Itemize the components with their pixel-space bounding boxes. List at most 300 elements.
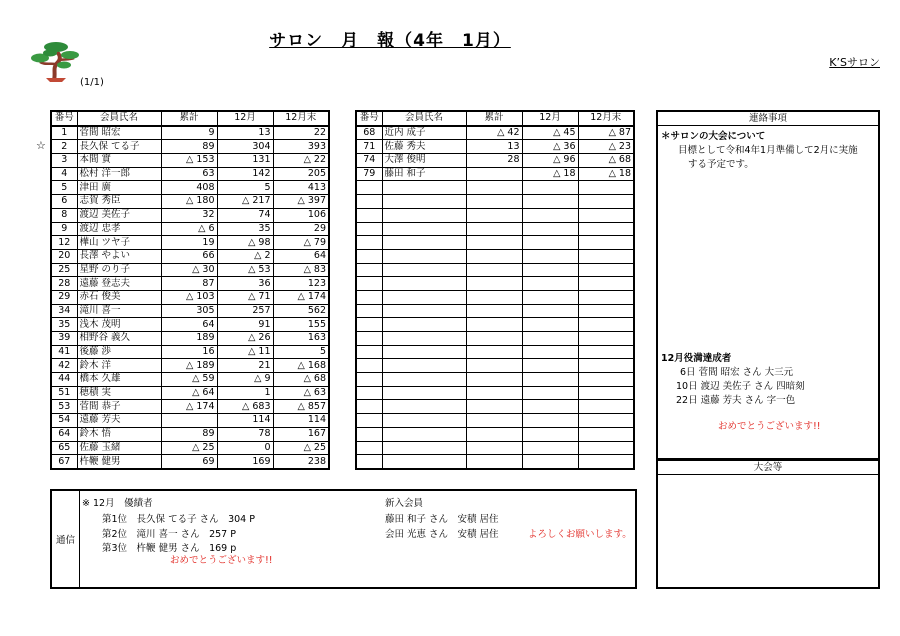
december-score [522, 195, 578, 209]
member-name: 遠藤 芳夫 [77, 414, 161, 428]
cumulative-score: 32 [161, 208, 217, 222]
december-score: △ 18 [522, 167, 578, 181]
member-number: 64 [51, 427, 77, 441]
member-name: 遠藤 登志夫 [77, 277, 161, 291]
col-header-total: 累計 [466, 111, 522, 126]
december-end-score [578, 249, 634, 263]
december-score: 35 [217, 222, 273, 236]
member-name: 浅木 茂明 [77, 318, 161, 332]
december-end-score: △ 25 [273, 441, 329, 455]
table-row [51, 386, 329, 400]
cumulative-score: △ 64 [161, 386, 217, 400]
table-row [356, 249, 634, 263]
december-score [522, 455, 578, 469]
december-end-score [578, 277, 634, 291]
member-number: 44 [51, 373, 77, 387]
december-end-score: 123 [273, 277, 329, 291]
member-number [356, 181, 382, 195]
cumulative-score: 63 [161, 167, 217, 181]
notice-line-2: する予定です。 [688, 159, 754, 170]
cumulative-score [466, 427, 522, 441]
member-number: 34 [51, 304, 77, 318]
cumulative-score: △ 59 [161, 373, 217, 387]
member-number: 4 [51, 167, 77, 181]
member-name [382, 181, 466, 195]
december-end-score [578, 414, 634, 428]
page-number: (1/1) [80, 77, 104, 88]
member-name: 佐藤 玉緒 [77, 441, 161, 455]
member-number [356, 455, 382, 469]
december-score [522, 263, 578, 277]
december-end-score: △ 18 [578, 167, 634, 181]
tournament-panel [656, 459, 880, 589]
member-number: 8 [51, 208, 77, 222]
table-row [356, 359, 634, 373]
welcome-message: よろしくお願いします。 [528, 529, 632, 540]
bonsai-tree-logo [30, 38, 80, 82]
member-number [356, 332, 382, 346]
cumulative-score: △ 189 [161, 359, 217, 373]
cumulative-score [161, 414, 217, 428]
report-title: サロン 月 報（4年 1月） [269, 31, 511, 51]
table-row [356, 126, 634, 140]
table-row [356, 208, 634, 222]
member-name [382, 400, 466, 414]
december-end-score [578, 400, 634, 414]
cumulative-score: △ 153 [161, 154, 217, 168]
member-number: 42 [51, 359, 77, 373]
table-row [51, 208, 329, 222]
member-name: 橋本 久雄 [77, 373, 161, 387]
cumulative-score: 189 [161, 332, 217, 346]
table-row [51, 222, 329, 236]
member-name: 杵鞭 健男 [77, 455, 161, 469]
december-score: △ 26 [217, 332, 273, 346]
member-number [356, 359, 382, 373]
december-end-score: △ 87 [578, 126, 634, 140]
yakuman-title: 12月役満達成者 [661, 353, 732, 364]
member-number: 51 [51, 386, 77, 400]
table-row [51, 332, 329, 346]
cumulative-score [466, 373, 522, 387]
cumulative-score: 9 [161, 126, 217, 140]
december-score [522, 386, 578, 400]
cumulative-score [466, 290, 522, 304]
table-row [356, 195, 634, 209]
december-end-score: 205 [273, 167, 329, 181]
cumulative-score [466, 332, 522, 346]
member-number [356, 441, 382, 455]
member-number [356, 236, 382, 250]
member-number [356, 304, 382, 318]
december-end-score: △ 23 [578, 140, 634, 154]
member-number: 65 [51, 441, 77, 455]
member-name: 菅間 恭子 [77, 400, 161, 414]
december-score: △ 9 [217, 373, 273, 387]
member-name: 鈴木 悟 [77, 427, 161, 441]
december-end-score: △ 79 [273, 236, 329, 250]
december-end-score: 64 [273, 249, 329, 263]
december-score: 0 [217, 441, 273, 455]
table-row [356, 181, 634, 195]
december-score [522, 373, 578, 387]
member-name: 本間 實 [77, 154, 161, 168]
december-score: 78 [217, 427, 273, 441]
table-row [356, 236, 634, 250]
member-name: 松村 洋一郎 [77, 167, 161, 181]
december-end-score: 106 [273, 208, 329, 222]
yakuman-congrats: おめでとうございます!! [718, 421, 821, 432]
december-end-score: △ 22 [273, 154, 329, 168]
table-row [356, 386, 634, 400]
cumulative-score [466, 249, 522, 263]
december-end-score: △ 68 [273, 373, 329, 387]
cumulative-score [466, 263, 522, 277]
yakuman-entry: 10日 渡辺 美佐子 さん 四暗刻 [676, 381, 805, 392]
table-row [51, 304, 329, 318]
december-score: 5 [217, 181, 273, 195]
member-name: 菅間 昭宏 [77, 126, 161, 140]
december-end-score [578, 290, 634, 304]
cumulative-score [466, 236, 522, 250]
table-row [356, 441, 634, 455]
cumulative-score: 28 [466, 154, 522, 168]
december-end-score [578, 181, 634, 195]
december-score: 114 [217, 414, 273, 428]
december-end-score: 562 [273, 304, 329, 318]
col-header-number: 番号 [51, 111, 77, 126]
member-name: 大澤 俊明 [382, 154, 466, 168]
table-row [51, 249, 329, 263]
december-score [522, 345, 578, 359]
table-row [51, 126, 329, 140]
member-number: 79 [356, 167, 382, 181]
member-name: 佐藤 秀夫 [382, 140, 466, 154]
december-score: △ 217 [217, 195, 273, 209]
member-number [356, 400, 382, 414]
december-score [522, 332, 578, 346]
cumulative-score: 89 [161, 140, 217, 154]
december-end-score [578, 222, 634, 236]
december-end-score [578, 441, 634, 455]
member-name: 星野 のり子 [77, 263, 161, 277]
member-number [356, 318, 382, 332]
cumulative-score [466, 359, 522, 373]
table-row [51, 359, 329, 373]
col-header-december-end: 12月末 [578, 111, 634, 126]
table-row [51, 414, 329, 428]
member-number: 1 [51, 126, 77, 140]
cumulative-score: △ 25 [161, 441, 217, 455]
table-row [51, 345, 329, 359]
member-name [382, 236, 466, 250]
december-score [522, 427, 578, 441]
star-mark: ☆ [36, 139, 46, 152]
cumulative-score: 87 [161, 277, 217, 291]
member-number: 53 [51, 400, 77, 414]
member-name [382, 195, 466, 209]
notice-line-1: 目標として令和4年1月準備して2月に実施 [678, 145, 858, 156]
december-score [522, 236, 578, 250]
cumulative-score: 64 [161, 318, 217, 332]
december-score [522, 222, 578, 236]
col-header-december-end: 12月末 [273, 111, 329, 126]
cumulative-score: 19 [161, 236, 217, 250]
member-number: 12 [51, 236, 77, 250]
member-table-left [50, 110, 330, 470]
member-name: 志賀 秀臣 [77, 195, 161, 209]
member-name: 穂積 実 [77, 386, 161, 400]
december-score [522, 208, 578, 222]
member-name: 津田 廣 [77, 181, 161, 195]
member-number: 28 [51, 277, 77, 291]
member-name [382, 414, 466, 428]
table-row [356, 277, 634, 291]
december-score: 257 [217, 304, 273, 318]
table-row [356, 455, 634, 469]
december-score: 131 [217, 154, 273, 168]
cumulative-score: 69 [161, 455, 217, 469]
december-score [522, 181, 578, 195]
december-end-score: 238 [273, 455, 329, 469]
member-number [356, 386, 382, 400]
member-number: 29 [51, 290, 77, 304]
member-number: 74 [356, 154, 382, 168]
communication-label: 通信 [52, 491, 80, 587]
december-score: △ 45 [522, 126, 578, 140]
table-row [51, 140, 329, 154]
member-number: 5 [51, 181, 77, 195]
member-name: 渡辺 美佐子 [77, 208, 161, 222]
member-number [356, 222, 382, 236]
member-name [382, 386, 466, 400]
member-number: 41 [51, 345, 77, 359]
table-row [356, 414, 634, 428]
cumulative-score: △ 180 [161, 195, 217, 209]
member-name [382, 290, 466, 304]
december-score [522, 359, 578, 373]
december-score: 13 [217, 126, 273, 140]
table-row [356, 332, 634, 346]
member-number [356, 414, 382, 428]
member-name [382, 208, 466, 222]
cumulative-score: 89 [161, 427, 217, 441]
december-end-score [578, 208, 634, 222]
december-end-score: 114 [273, 414, 329, 428]
notices-header: 連絡事項 [658, 112, 878, 126]
table-row [356, 318, 634, 332]
member-name: 後藤 渉 [77, 345, 161, 359]
yakuman-entry: 6日 菅間 昭宏 さん 大三元 [680, 367, 794, 378]
cumulative-score [466, 195, 522, 209]
col-header-name: 会員氏名 [382, 111, 466, 126]
december-end-score [578, 427, 634, 441]
cumulative-score: △ 103 [161, 290, 217, 304]
member-name: 長久保 てる子 [77, 140, 161, 154]
member-name [382, 263, 466, 277]
tournament-header: 大会等 [658, 461, 878, 475]
member-name [382, 455, 466, 469]
member-number: 6 [51, 195, 77, 209]
member-name: 相野谷 義久 [77, 332, 161, 346]
december-end-score: 5 [273, 345, 329, 359]
member-name: 近内 成子 [382, 126, 466, 140]
december-end-score [578, 304, 634, 318]
member-name [382, 277, 466, 291]
december-end-score [578, 373, 634, 387]
december-end-score [578, 386, 634, 400]
member-name: 赤石 俊美 [77, 290, 161, 304]
member-name [382, 373, 466, 387]
col-header-number: 番号 [356, 111, 382, 126]
december-score: △ 2 [217, 249, 273, 263]
member-number [356, 345, 382, 359]
december-end-score [578, 263, 634, 277]
member-number: 9 [51, 222, 77, 236]
table-row [51, 263, 329, 277]
december-score: △ 71 [217, 290, 273, 304]
table-row [51, 154, 329, 168]
top-scorers-title: ※ 12月 優績者 [82, 498, 153, 509]
table-row [51, 318, 329, 332]
table-row [51, 455, 329, 469]
table-row [356, 304, 634, 318]
member-name: 樺山 ツヤ子 [77, 236, 161, 250]
member-name [382, 359, 466, 373]
notices-panel [656, 110, 880, 460]
table-row [51, 400, 329, 414]
member-number: 54 [51, 414, 77, 428]
cumulative-score [466, 386, 522, 400]
december-score: △ 98 [217, 236, 273, 250]
december-end-score [578, 236, 634, 250]
table-row [356, 427, 634, 441]
table-row [51, 290, 329, 304]
cumulative-score [466, 277, 522, 291]
salon-name: K’Sサロン [829, 56, 880, 69]
table-row [356, 290, 634, 304]
december-score: 1 [217, 386, 273, 400]
december-score [522, 277, 578, 291]
col-header-total: 累計 [161, 111, 217, 126]
member-name [382, 304, 466, 318]
december-end-score [578, 345, 634, 359]
table-row [51, 441, 329, 455]
member-number [356, 427, 382, 441]
member-number [356, 195, 382, 209]
cumulative-score [466, 167, 522, 181]
cumulative-score [466, 181, 522, 195]
december-score: 304 [217, 140, 273, 154]
table-row [51, 277, 329, 291]
member-name: 鈴木 洋 [77, 359, 161, 373]
december-score [522, 441, 578, 455]
december-end-score: △ 857 [273, 400, 329, 414]
member-number: 25 [51, 263, 77, 277]
new-member-entry: 藤田 和子 さん 安積 居住 [385, 514, 499, 525]
cumulative-score [466, 414, 522, 428]
table-row [356, 154, 634, 168]
cumulative-score: 305 [161, 304, 217, 318]
cumulative-score: 66 [161, 249, 217, 263]
cumulative-score [466, 345, 522, 359]
new-members-title: 新入会員 [385, 498, 424, 509]
table-row [51, 181, 329, 195]
member-name [382, 441, 466, 455]
cumulative-score [466, 208, 522, 222]
december-score: 142 [217, 167, 273, 181]
member-name: 藤田 和子 [382, 167, 466, 181]
table-row [51, 236, 329, 250]
member-number: 20 [51, 249, 77, 263]
member-name [382, 345, 466, 359]
december-score: 74 [217, 208, 273, 222]
member-number [356, 208, 382, 222]
december-end-score [578, 455, 634, 469]
december-score: 21 [217, 359, 273, 373]
table-row [356, 400, 634, 414]
member-number: 67 [51, 455, 77, 469]
december-end-score: 393 [273, 140, 329, 154]
table-row [356, 263, 634, 277]
cumulative-score [466, 222, 522, 236]
december-score: △ 683 [217, 400, 273, 414]
cumulative-score [466, 455, 522, 469]
december-score: △ 53 [217, 263, 273, 277]
december-score: △ 11 [217, 345, 273, 359]
table-row [356, 222, 634, 236]
table-row [356, 140, 634, 154]
december-score [522, 249, 578, 263]
member-number: 39 [51, 332, 77, 346]
member-number: 68 [356, 126, 382, 140]
top-scorer-entry: 第1位 長久保 てる子 さん 304 P [102, 514, 255, 525]
december-end-score [578, 359, 634, 373]
member-name [382, 427, 466, 441]
december-score: △ 96 [522, 154, 578, 168]
member-number: 71 [356, 140, 382, 154]
december-end-score: △ 168 [273, 359, 329, 373]
cumulative-score: △ 174 [161, 400, 217, 414]
col-header-december: 12月 [217, 111, 273, 126]
col-header-name: 会員氏名 [77, 111, 161, 126]
member-number [356, 373, 382, 387]
december-score [522, 400, 578, 414]
member-number: 2 [51, 140, 77, 154]
table-row [51, 195, 329, 209]
member-table-right [355, 110, 635, 470]
cumulative-score [466, 400, 522, 414]
december-end-score: △ 397 [273, 195, 329, 209]
table-row [51, 373, 329, 387]
col-header-december: 12月 [522, 111, 578, 126]
top-scorer-entry: 第3位 杵鞭 健男 さん 169 p [102, 543, 237, 554]
december-score: 169 [217, 455, 273, 469]
member-name: 滝川 喜一 [77, 304, 161, 318]
notice-topic: ＊サロンの大会について [661, 131, 766, 142]
december-end-score [578, 332, 634, 346]
member-name [382, 222, 466, 236]
december-end-score: △ 174 [273, 290, 329, 304]
table-row [51, 167, 329, 181]
new-member-entry: 会田 光恵 さん 安積 居住 [385, 529, 499, 540]
december-score [522, 414, 578, 428]
table-row [356, 345, 634, 359]
cumulative-score [466, 318, 522, 332]
december-end-score: 167 [273, 427, 329, 441]
member-name: 長澤 やよい [77, 249, 161, 263]
december-end-score: 29 [273, 222, 329, 236]
